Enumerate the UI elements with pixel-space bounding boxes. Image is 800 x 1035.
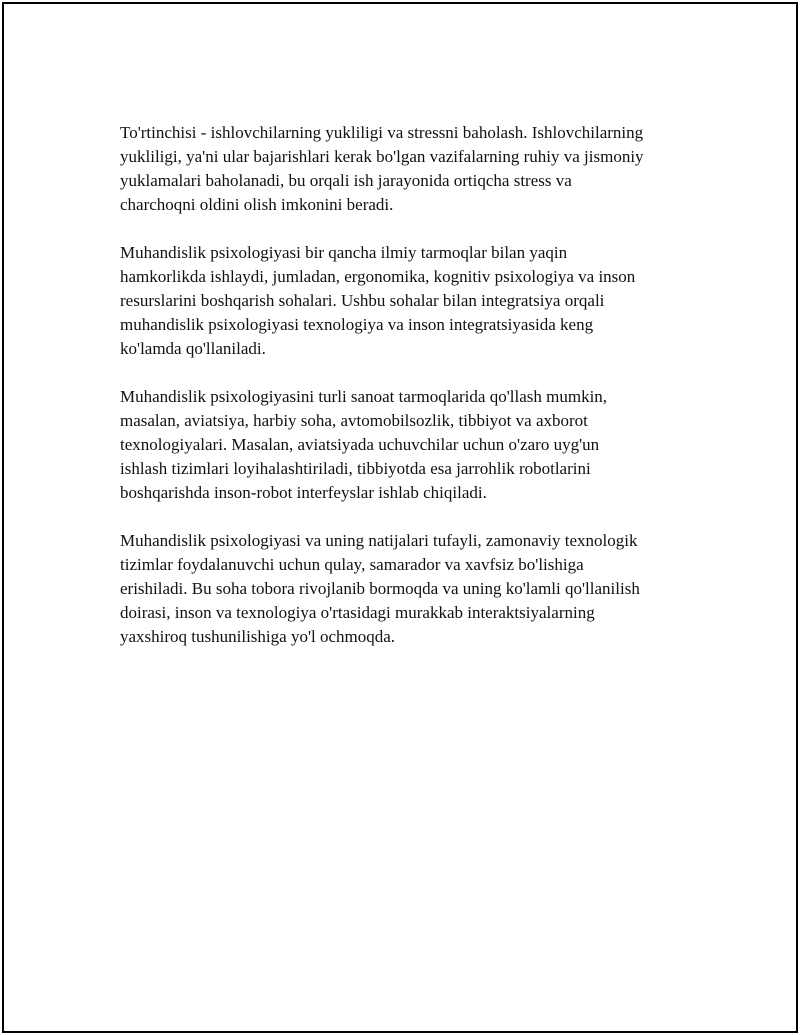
document-body — [120, 121, 700, 673]
paragraph-industry-applications: Muhandislik psixologiyasini turli sanoat tarmoqlarida qo'llash mumkin, masalan, aviatsiya, harbiy soha, avtomobilsozlik, tibbiyot va axborot texnologiyalari. Masalan, aviatsiyada uchuvchilar uchun o'zaro uyg'un ishlash tizimlari loyihalashtiriladi, tibbiyotda esa jarrohlik robotlarini boshqarishda inson-robot interfeyslar ishlab chiqiladi. — [120, 387, 608, 502]
paragraph-workload-stress: To'rtinchisi - ishlovchilarning yukliligi va stressni baholash. Ishlovchilarning yukliligi, ya'ni ular bajarishlari kerak bo'lgan vazifalarning ruhiy va jismoniy yuklamalari baholanadi, bu orqali ish jarayonida ortiqcha stress va charchoqni oldini olish imkonini beradi. — [120, 123, 644, 214]
document-page — [2, 2, 798, 1033]
paragraph-conclusion: Muhandislik psixologiyasi va uning natijalari tufayli, zamonaviy texnologik tizimlar foydalanuvchi uchun qulay, samarador va xavfsiz bo'lishiga erishiladi. Bu soha tobora rivojlanib bormoqda va uning ko'lamli qo'llanilish doirasi, inson va texnologiya o'rtasidagi murakkab interaktsiyalarning yaxshiroq tushunilishiga yo'l ochmoqda. — [120, 531, 640, 646]
paragraph-interdisciplinary: Muhandislik psixologiyasi bir qancha ilmiy tarmoqlar bilan yaqin hamkorlikda ishlaydi, jumladan, ergonomika, kognitiv psixologiya va inson resurslarini boshqarish sohalari. Ushbu sohalar bilan integratsiya orqali muhandislik psixologiyasi texnologiya va inson integratsiyasida keng ko'lamda qo'llaniladi. — [120, 243, 636, 358]
